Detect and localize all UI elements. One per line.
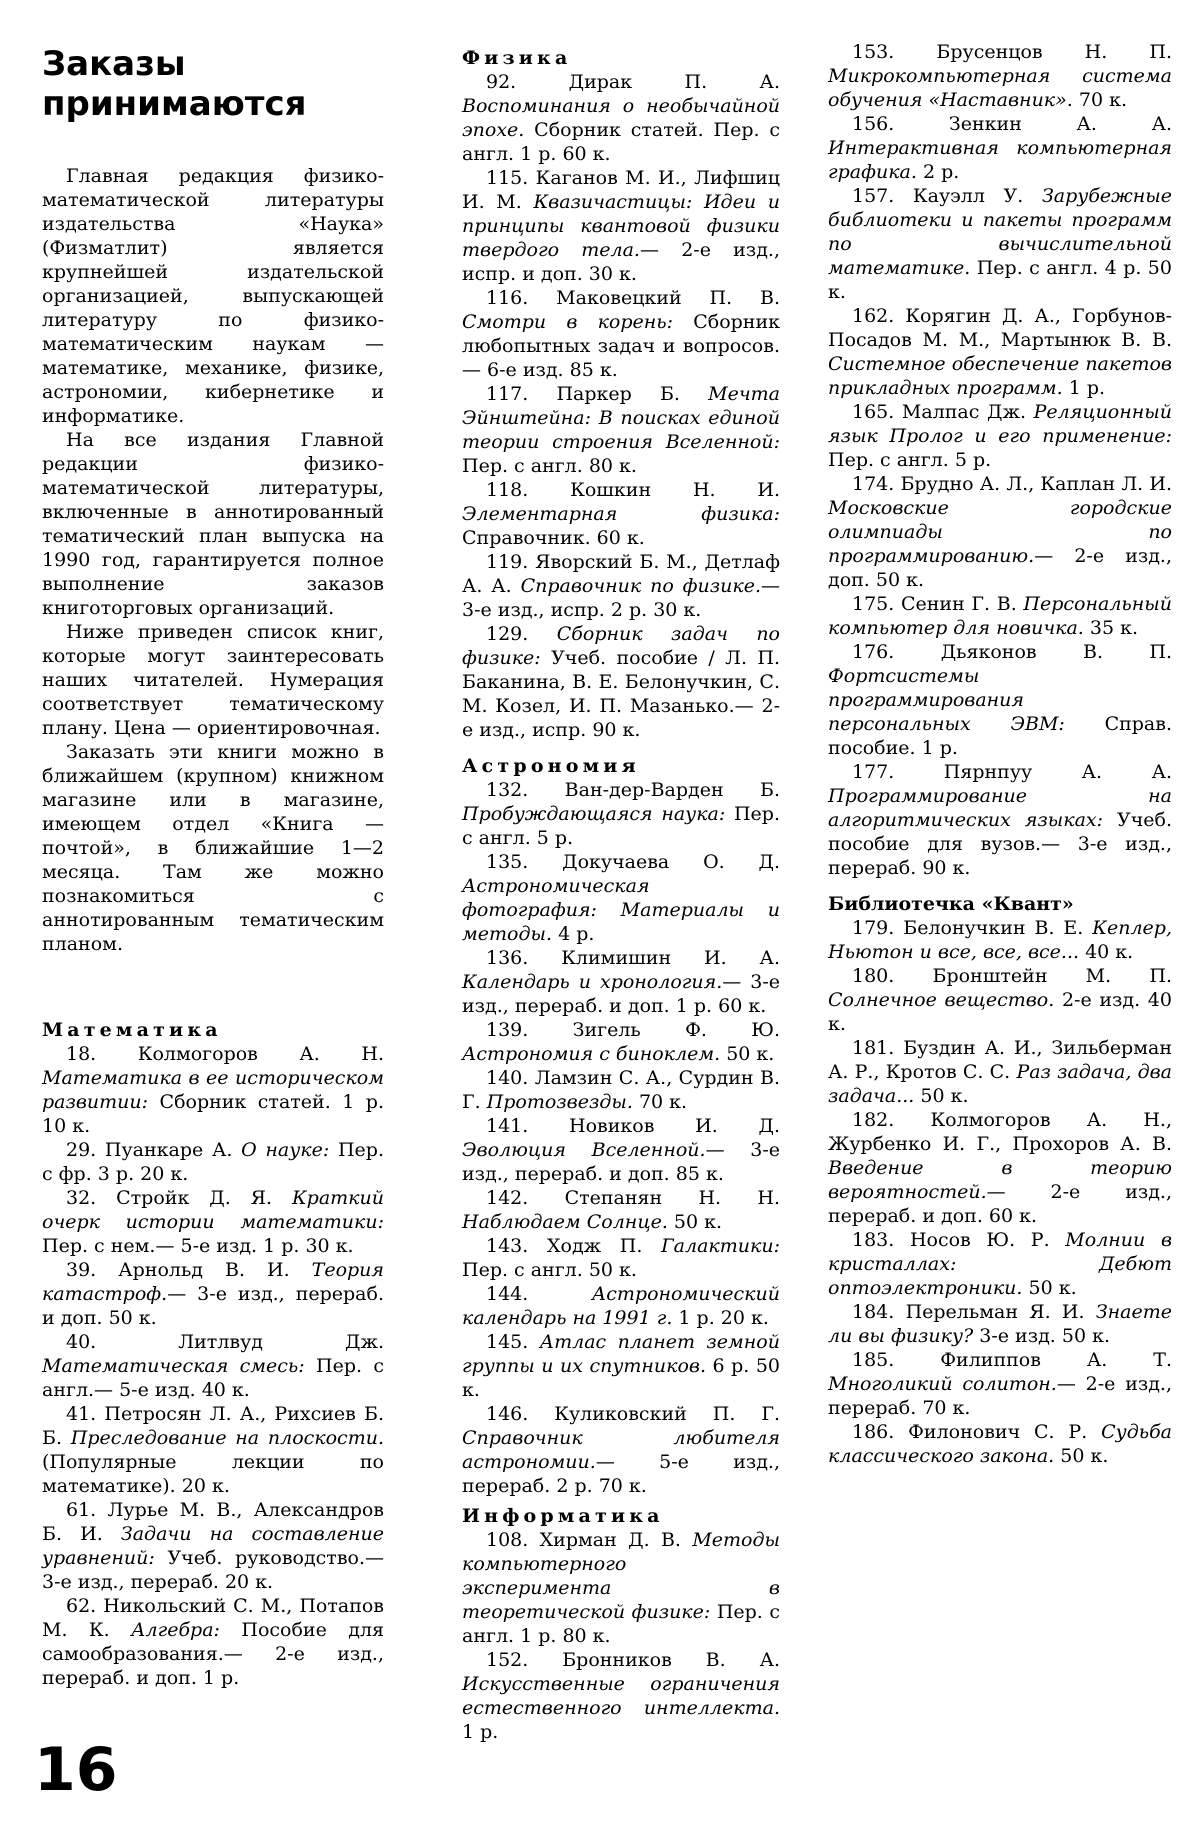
book-author: 39. Арнольд В. И. <box>66 1259 290 1281</box>
book-title: Наблюдаем Солнце. <box>462 1211 668 1233</box>
book-entry <box>828 1300 1172 1348</box>
book-title: Астрономия с биноклем. <box>462 1043 721 1065</box>
intro-paragraph: Заказать эти книги можно в ближайшем (крупном) книжном магазине или в магазине, имеющем отдел «Книга — почтой», в ближайшие 1—2 месяца. Там же можно познакомиться с аннотированным тематическим планом. <box>42 741 384 955</box>
book-entry <box>828 640 1172 760</box>
book-title: Сборник задач по физике: <box>462 623 780 669</box>
book-details: Справ. пособие. 1 р. <box>828 713 1172 759</box>
book-author: 179. Белонучкин В. Е. <box>852 917 1084 939</box>
book-entry <box>462 1648 780 1744</box>
book-entry <box>462 850 780 946</box>
book-details: 1 р. 20 к. <box>678 1307 769 1329</box>
book-author: 119. Яворский Б. М., Детлаф А. А. <box>462 551 780 597</box>
book-title: Астрономический календарь на 1991 г. <box>462 1283 780 1329</box>
book-author: 144. <box>486 1283 529 1305</box>
book-author: 141. Новиков И. Д. <box>486 1115 780 1137</box>
section-informatics <box>462 1498 780 1744</box>
entries-list <box>462 70 780 742</box>
book-entry <box>462 382 780 478</box>
section-informatics-continued <box>828 40 1172 880</box>
entries-list <box>42 1042 384 1690</box>
book-title: Задачи на составление уравнений: <box>42 1523 384 1569</box>
book-details: 70 к. <box>1078 89 1128 111</box>
book-entry <box>462 1186 780 1234</box>
book-title: Мечта Эйнштейна: В поисках единой теории строения Вселенной: <box>462 383 780 453</box>
book-author: 115. Каганов М. И., Лифшиц И. М. <box>462 167 780 213</box>
book-title: Квазичастицы: Идеи и принципы квантовой физики твердого тела. <box>462 191 780 261</box>
book-entry <box>828 1420 1172 1468</box>
book-author: 183. Носов Ю. Р. <box>852 1229 1050 1251</box>
book-entry <box>42 1042 384 1138</box>
book-entry <box>462 1402 780 1498</box>
page-number: 16 <box>34 1735 118 1805</box>
book-author: 186. Филонович С. Р. <box>852 1421 1088 1443</box>
book-title: Справочник по физике. <box>520 575 761 597</box>
book-entry <box>828 964 1172 1036</box>
book-author: 162. Корягин Д. А., Горбунов-Посадов М. М., Мартынюк В. В. <box>828 305 1172 351</box>
book-entry <box>462 1234 780 1282</box>
book-author: 40. Литлвуд Дж. <box>66 1331 384 1353</box>
book-author: 136. Климишин И. А. <box>486 947 780 969</box>
book-author: 18. Колмогоров А. Н. <box>66 1043 384 1065</box>
book-author: 184. Перельман Я. И. <box>852 1301 1085 1323</box>
book-entry <box>828 112 1172 184</box>
book-details: 3-е изд. 50 к. <box>979 1325 1110 1347</box>
book-entry <box>462 1066 780 1114</box>
book-entry <box>462 1282 780 1330</box>
section-heading: Информатика <box>462 1505 664 1527</box>
book-details: 4 р. <box>558 923 595 945</box>
column-middle <box>462 40 780 1744</box>
book-author: 117. Паркер Б. <box>486 383 680 405</box>
book-title: Молнии в кристаллах: Дебют оптоэлектроники. <box>828 1229 1172 1299</box>
page-title: Заказы принимаются <box>42 44 307 124</box>
book-title: Зарубежные библиотеки и пакеты программ по вычислительной математике. <box>828 185 1172 279</box>
book-details: 70 к. <box>638 1091 688 1113</box>
book-details: Учеб. руководство.— 3-е изд., перераб. 20 к. <box>42 1547 384 1593</box>
book-title: Системное обеспечение пакетов прикладных программ. <box>828 353 1172 399</box>
book-entry <box>828 184 1172 304</box>
book-entry <box>42 1594 384 1690</box>
book-details: — 3-е изд., перераб. и доп. 1 р. 60 к. <box>462 971 780 1017</box>
book-title: Микрокомпьютерная система обучения «Наставник». <box>828 65 1172 111</box>
book-entry <box>462 1114 780 1186</box>
book-details: — 3-е изд., перераб. и доп. 50 к. <box>42 1283 384 1329</box>
book-details: — 2-е изд., перераб. 70 к. <box>828 1373 1173 1419</box>
entries-list <box>828 916 1172 1468</box>
book-title: Алгебра: <box>131 1619 220 1641</box>
book-author: 156. Зенкин А. А. <box>852 113 1172 135</box>
book-details: Сборник статей. 1 р. 10 к. <box>42 1091 384 1137</box>
book-details: 50 к. <box>1028 1277 1077 1299</box>
book-title: Галактики: <box>661 1235 780 1257</box>
book-details: Сборник любопытных задач и вопросов.— 6-е изд. 85 к. <box>462 311 780 381</box>
section-astronomy <box>462 748 780 1498</box>
book-title: Кеплер, Ньютон и все, все, все... <box>828 917 1172 963</box>
book-author: 32. Стройк Д. Я. <box>66 1187 273 1209</box>
book-entry <box>42 1330 384 1402</box>
book-author: 181. Буздин А. И., Зильберман А. Р., Кротов С. С. <box>828 1037 1172 1083</box>
book-details: 50 к. <box>1060 1445 1109 1467</box>
book-title: Эволюция Вселенной. <box>462 1139 706 1161</box>
book-author: 145. <box>486 1331 529 1353</box>
book-details: 50 к. <box>726 1043 775 1065</box>
book-author: 176. Дьяконов В. П. <box>852 641 1172 663</box>
section-heading: Астрономия <box>462 755 640 777</box>
book-details: 40 к. <box>1085 941 1134 963</box>
book-author: 157. Кауэлл У. <box>852 185 1024 207</box>
book-title: Искусственные ограничения естественного интеллекта. <box>462 1673 780 1719</box>
book-entry <box>462 1018 780 1066</box>
book-entry <box>462 1330 780 1402</box>
book-author: 175. Сенин Г. В. <box>852 593 1017 615</box>
book-author: 135. Докучаева О. Д. <box>486 851 780 873</box>
section-math <box>42 1012 384 1690</box>
book-title: Раз задача, два задача... <box>828 1061 1172 1107</box>
book-entry <box>828 592 1172 640</box>
book-title: Протозвезды. <box>486 1091 633 1113</box>
section-heading: Математика <box>42 1019 222 1041</box>
book-details: Пер. с англ.— 5-е изд. 40 к. <box>42 1355 384 1401</box>
book-author: 142. Степанян Н. Н. <box>486 1187 780 1209</box>
book-author: 129. <box>486 623 529 645</box>
book-entry <box>828 1108 1172 1228</box>
book-details: Пер. с нем.— 5-е изд. 1 р. 30 к. <box>42 1235 354 1257</box>
book-details: 50 к. <box>673 1211 723 1233</box>
book-details: Справочник. 60 к. <box>462 527 645 549</box>
section-physics <box>462 40 780 742</box>
book-details: Пособие для самообразования.— 2-е изд., перераб. и доп. 1 р. <box>42 1619 384 1689</box>
book-entry <box>462 946 780 1018</box>
book-author: 182. Колмогоров А. Н., Журбенко И. Г., Прохоров А. В. <box>828 1109 1172 1155</box>
book-entry <box>828 304 1172 400</box>
book-details: Пер. с фр. 3 р. 20 к. <box>42 1139 384 1185</box>
intro-paragraph: Ниже приведен список книг, которые могут заинтересовать наших читателей. Нумерация соответствует тематическому плану. Цена — ориентировочная. <box>42 621 384 739</box>
book-author: 174. Брудно А. Л., Каплан Л. И. <box>852 473 1172 495</box>
entries-list <box>462 778 780 1498</box>
book-details: Учеб. пособие / Л. П. Баканина, В. Е. Белонучкин, С. М. Козел, И. П. Мазанько.— 2-е изд., испр. 90 к. <box>462 647 780 741</box>
book-details: Пер. с англ. 5 р. <box>462 803 780 849</box>
intro-paragraph: На все издания Главной редакции физико-математической литературы, включенные в аннотированный тематический план выпуска на 1990 год, гарантируется полное выполнение заказов книготорговых организаций. <box>42 429 384 619</box>
book-title: Краткий очерк истории математики: <box>42 1187 384 1233</box>
book-author: 29. Пуанкаре А. <box>66 1139 233 1161</box>
entries-list <box>462 1528 780 1744</box>
book-title: Многоликий солитон. <box>828 1373 1057 1395</box>
book-title: Введение в теорию вероятностей. <box>828 1157 1172 1203</box>
book-title: Смотри в корень: <box>462 311 674 333</box>
book-title: Математическая смесь: <box>42 1355 305 1377</box>
book-details: — 5-е изд., перераб. 2 р. 70 к. <box>462 1451 780 1497</box>
book-title: Теория катастроф. <box>42 1259 384 1305</box>
book-title: О науке: <box>241 1139 330 1161</box>
book-entry <box>42 1138 384 1186</box>
book-title: Интерактивная компьютерная графика. <box>828 137 1172 183</box>
book-author: 165. Малпас Дж. <box>852 401 1026 423</box>
book-entry <box>828 472 1172 592</box>
book-details: 6 р. 50 к. <box>462 1355 780 1401</box>
book-title: Воспоминания о необычайной эпохе. <box>462 95 780 141</box>
book-title: Атлас планет земной группы и их спутников. <box>462 1331 780 1377</box>
book-entry <box>462 166 780 286</box>
book-title: Справочник любителя астрономии. <box>462 1427 780 1473</box>
book-title: Математика в ее историческом развитии: <box>42 1067 384 1113</box>
book-title: Пробуждающаяся наука: <box>462 803 726 825</box>
book-entry <box>42 1498 384 1594</box>
book-author: 152. Бронников В. А. <box>486 1649 780 1671</box>
book-details: 1 р. <box>462 1721 499 1743</box>
book-title: Солнечное вещество. <box>828 989 1055 1011</box>
book-entry <box>828 760 1172 880</box>
book-details: Пер. с англ. 50 к. <box>462 1259 637 1281</box>
book-author: 41. Петросян Л. А., Рихсиев Б. Б. <box>42 1403 384 1449</box>
section-heading: Библиотечка «Квант» <box>828 893 1074 915</box>
book-details: (Популярные лекции по математике). 20 к. <box>42 1451 384 1497</box>
intro-paragraph: Главная редакция физико-математической литературы издательства «Наука» (Физматлит) является крупнейшей издательской организацией, выпускающей литературу по физико-математическим наукам — математике, механике, физике, астрономии, кибернетике и информатике. <box>42 165 384 427</box>
book-details: Пер. с англ. 80 к. <box>462 455 637 477</box>
book-author: 139. Зигель Ф. Ю. <box>486 1019 780 1041</box>
book-author: 185. Филиппов А. Т. <box>852 1349 1172 1371</box>
book-entry <box>828 40 1172 112</box>
book-details: 2-е изд. 40 к. <box>828 989 1172 1035</box>
book-author: 143. Ходж П. <box>486 1235 643 1257</box>
book-title: Преследование на плоскости. <box>70 1427 384 1449</box>
book-details: Пер. с англ. 1 р. 80 к. <box>462 1601 780 1647</box>
book-entry <box>462 70 780 166</box>
book-details: Пер. с англ. 5 р. <box>828 449 992 471</box>
book-title: Реляционный язык Пролог и его применение: <box>828 401 1172 447</box>
entries-list <box>828 40 1172 880</box>
book-details: 1 р. <box>1068 377 1106 399</box>
book-details: Пер. с англ. 4 р. 50 к. <box>828 257 1172 303</box>
book-author: 61. Лурье М. В., Александров Б. И. <box>42 1499 384 1545</box>
book-details: Сборник статей. Пер. с англ. 1 р. 60 к. <box>462 119 780 165</box>
intro-text <box>42 164 384 956</box>
book-details: — 3-е изд., перераб. и доп. 85 к. <box>462 1139 780 1185</box>
book-entry <box>42 1258 384 1330</box>
book-title: Судьба классического закона. <box>828 1421 1173 1467</box>
book-title: Московские городские олимпиады по программированию. <box>828 497 1172 567</box>
book-title: Методы компьютерного эксперимента в теоретической физике: <box>462 1529 780 1623</box>
book-details: Учеб. пособие для вузов.— 3-е изд., перераб. 90 к. <box>828 809 1172 879</box>
book-entry <box>462 286 780 382</box>
book-entry <box>42 1186 384 1258</box>
book-entry <box>462 1528 780 1648</box>
book-entry <box>828 916 1172 964</box>
book-details: 2 р. <box>922 161 960 183</box>
section-heading: Физика <box>462 47 572 69</box>
book-entry <box>828 1228 1172 1300</box>
book-title: Программирование на алгоритмических языках: <box>828 785 1172 831</box>
book-entry <box>462 778 780 850</box>
book-author: 153. Брусенцов Н. П. <box>852 41 1172 63</box>
book-title: Знаете ли вы физику? <box>828 1301 1172 1347</box>
book-entry <box>462 478 780 550</box>
book-title: Элементарная физика: <box>462 503 780 525</box>
book-author: 140. Ламзин С. А., Сурдин В. Г. <box>462 1067 780 1113</box>
book-details: 50 к. <box>920 1085 969 1107</box>
book-details: — 2-е изд., доп. 50 к. <box>828 545 1172 591</box>
book-author: 62. Никольский С. М., Потапов М. К. <box>42 1595 384 1641</box>
book-entry <box>462 622 780 742</box>
book-entry <box>42 1402 384 1498</box>
book-details: — 2-е изд., перераб. и доп. 60 к. <box>828 1181 1172 1227</box>
book-author: 132. Ван-дер-Варден Б. <box>486 779 780 801</box>
book-details: — 3-е изд., испр. 2 р. 30 к. <box>462 575 780 621</box>
column-right <box>828 40 1172 1468</box>
book-entry <box>828 1348 1172 1420</box>
book-title: Персональный компьютер для новичка. <box>828 593 1172 639</box>
book-author: 118. Кошкин Н. И. <box>486 479 780 501</box>
book-title: Календарь и хронология. <box>462 971 723 993</box>
book-author: 146. Куликовский П. Г. <box>486 1403 780 1425</box>
book-author: 180. Бронштейн М. П. <box>852 965 1172 987</box>
book-details: 35 к. <box>1089 617 1139 639</box>
book-title: Астрономическая фотография: Материалы и методы. <box>462 875 780 945</box>
book-entry <box>462 550 780 622</box>
book-author: 108. Хирман Д. В. <box>486 1529 681 1551</box>
book-entry <box>828 400 1172 472</box>
book-title: Фортсистемы программирования персональных ЭВМ: <box>828 665 1065 735</box>
section-kvant <box>828 886 1172 1468</box>
book-entry <box>828 1036 1172 1108</box>
book-author: 92. Дирак П. А. <box>486 71 780 93</box>
book-author: 177. Пярнпуу А. А. <box>852 761 1172 783</box>
book-author: 116. Маковецкий П. В. <box>486 287 780 309</box>
book-details: — 2-е изд., испр. и доп. 30 к. <box>462 239 780 285</box>
column-left <box>42 40 384 1690</box>
